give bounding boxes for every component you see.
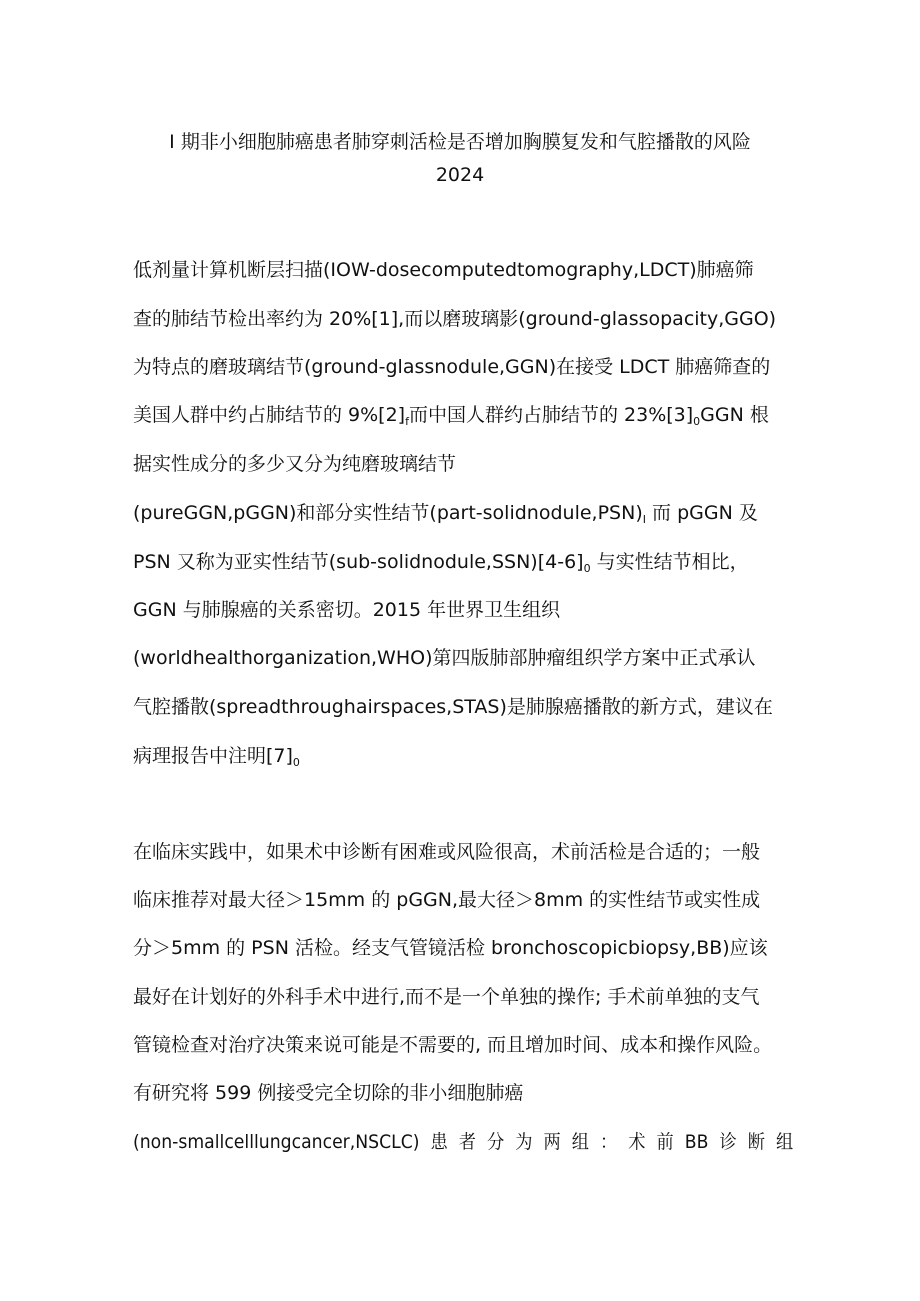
document-title-line-2: 2024	[435, 164, 485, 186]
paragraph-1-line-10: 气腔播散(spreadthroughairspaces,STAS)是肺腺癌播散的新方式，建议在	[133, 696, 773, 718]
paragraph-1-line-7	[133, 550, 749, 581]
paragraph-1-line-11-sub: 0	[292, 756, 300, 769]
paragraph-2-line-2: 临床推荐对最大径＞15mm 的 pGGN,最大径＞8mm 的实性结节或实性成	[133, 889, 761, 911]
paragraph-1-line-6-text-a: (pureGGN,pGGN)和部分实性结节(part-solidnodule,PSN)	[133, 502, 643, 524]
paragraph-1-line-4-sub-a: f	[405, 415, 409, 428]
paragraph-2-line-1: 在临床实践中，如果术中诊断有困难或风险很高，术前活检是合适的；一般	[133, 841, 761, 863]
paragraph-1-line-1: 低剂量计算机断层扫描(IOW-dosecomputedtomography,LDCT)肺癌筛	[133, 259, 754, 281]
paragraph-1-line-4	[133, 403, 769, 434]
paragraph-1-line-2: 查的肺结节检出率约为 20%[1],而以磨玻璃影(ground-glassopacity,GGO)	[133, 308, 777, 330]
paragraph-1-line-11	[133, 744, 300, 775]
paragraph-2-line-3: 分＞5mm 的 PSN 活检。经支气管镜活检 bronchoscopicbiopsy,BB)应该	[133, 937, 768, 959]
paragraph-1-line-8: GGN 与肺腺癌的关系密切。2015 年世界卫生组织	[133, 599, 561, 621]
paragraph-1-line-5: 据实性成分的多少又分为纯磨玻璃结节	[133, 453, 457, 475]
paragraph-1-line-6-sub: I	[642, 513, 646, 526]
paragraph-1-line-4-text-a: 美国人群中约占肺结节的 9%[2]	[133, 404, 406, 426]
paragraph-1-line-4-text-b: 而中国人群约占肺结节的 23%[3]	[408, 404, 694, 426]
paragraph-2-line-5: 管镜检查对治疗决策来说可能是不需要的, 而且增加时间、成本和操作风险。	[133, 1034, 773, 1056]
paragraph-2-line-7: (non-smallcelllungcancer,NSCLC) 患 者 分 为 两 组 ： 术 前 BB 诊 断 组	[133, 1131, 794, 1153]
paragraph-1-line-7-text-b: 与实性结节相比，	[590, 551, 749, 573]
paragraph-1-line-7-sub: 0	[583, 562, 591, 575]
document-title-line-1: I 期非小细胞肺癌患者肺穿刺活检是否增加胸膜复发和气腔播散的风险	[169, 131, 751, 153]
paragraph-1-line-6	[133, 501, 758, 532]
paragraph-1-line-6-text-b: 而 pGGN 及	[645, 502, 758, 524]
paragraph-2-line-4: 最好在计划好的外科手术中进行,而不是一个单独的操作; 手术前单独的支气	[133, 986, 760, 1008]
paragraph-1-line-9: (worldhealthorganization,WHO)第四版肺部肿瘤组织学方案中正式承认	[133, 647, 756, 669]
paragraph-1-line-11-text: 病理报告中注明[7]	[133, 745, 293, 767]
paragraph-1-line-3: 为特点的磨玻璃结节(ground-glassnodule,GGN)在接受 LDCT 肺癌筛查的	[133, 356, 771, 378]
paragraph-2-line-6: 有研究将 599 例接受完全切除的非小细胞肺癌	[133, 1082, 524, 1104]
paragraph-1-line-4-sub-b: 0	[693, 415, 701, 428]
paragraph-1-line-4-text-c: GGN 根	[700, 404, 769, 426]
paragraph-1-line-7-text-a: PSN 又称为亚实性结节(sub-solidnodule,SSN)[4-6]	[133, 551, 584, 573]
